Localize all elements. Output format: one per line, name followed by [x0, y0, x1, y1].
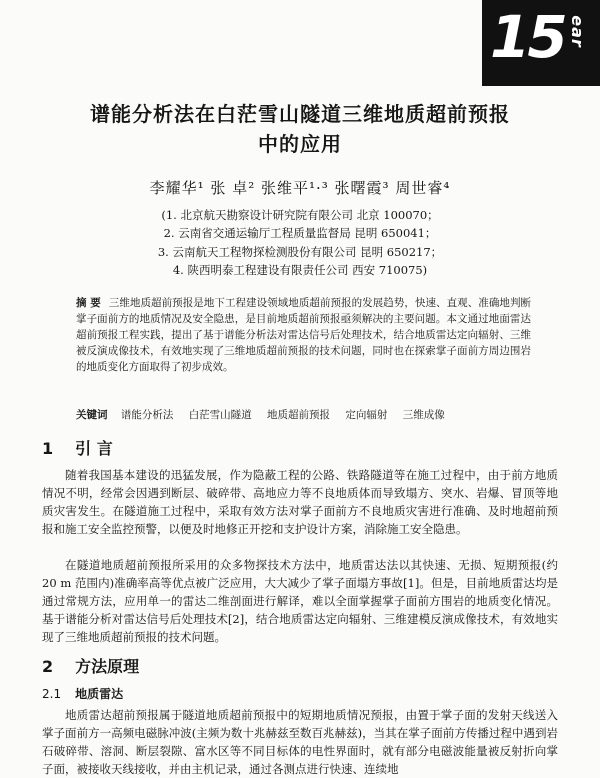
- section-number: 1: [42, 439, 54, 458]
- paragraph: 随着我国基本建设的迅猛发展，作为隐蔽工程的公路、铁路隧道等在施工过程中，由于前方地质情况不明，经常会因遇到断层、破碎带、高地应力等不良地质体而导致塌方、突水、岩爆、冒顶等地质灾害发生。在隧道施工过程中，采取有效方法对掌子面前方不良地质灾害进行准确、及时地超前预报和施工安全监控预警，以便及时地修正开挖和支护设计方案，消除施工安全隐患。: [42, 468, 558, 536]
- page-number: 15: [490, 3, 565, 71]
- badge-word: ear: [568, 15, 588, 48]
- page-number-badge: [482, 0, 600, 86]
- abstract-label: 摘 要: [76, 297, 101, 309]
- section-title: 引 言: [75, 439, 113, 458]
- affiliation-2: 2. 云南省交通运输厅工程质量监督局 昆明 650041；: [163, 226, 437, 240]
- paper-title-line-1: 谱能分析法在白茫雪山隧道三维地质超前预报: [90, 102, 510, 126]
- keywords-label: 关键词: [76, 409, 108, 421]
- keyword: 三维成像: [402, 409, 445, 421]
- section-number: 2: [42, 657, 54, 676]
- subsection-heading: [42, 685, 123, 702]
- subsection-number: 2.1: [42, 687, 62, 701]
- keyword: 定向辐射: [345, 409, 388, 421]
- keyword: 地质超前预报: [267, 409, 331, 421]
- keywords: [76, 407, 531, 423]
- affiliation-1: (1. 北京航天勘察设计研究院有限公司 北京 100070；: [161, 208, 439, 222]
- section-heading-introduction: [42, 436, 113, 459]
- author-list: 李耀华¹ 张 卓² 张维平¹·³ 张曙霞³ 周世睿⁴: [149, 179, 451, 197]
- section-title: 方法原理: [75, 657, 140, 676]
- keyword: 白茫雪山隧道: [188, 409, 252, 421]
- paragraph: 在隧道地质超前预报所采用的众多物探技术方法中，地质雷达法以其快速、无损、短期预报(约 20 m 范围内)准确率高等优点被广泛应用，大大减少了掌子面塌方事故[1]。但是，目前地质雷达均是通过常规方法，应用单一的雷达二维剖面进行解译，难以全面掌握掌子面前方围岩的地质变化情况。基于谱能分析对雷达信号后处理技术[2]，结合地质雷达定向辐射、三维建模反演成像技术，有效地实现了三维地质超前预报的技术问题。: [42, 558, 558, 644]
- section-heading-method: [42, 654, 139, 677]
- abstract-text: 三维地质超前预报是地下工程建设领域地质超前预报的发展趋势，快速、直观、准确地判断掌子面前方的地质情况及安全隐患，是目前地质超前预报亟须解决的主要问题。本文通过地面雷达超前预报工程实践，提出了基于谱能分析法对雷达信号后处理技术，结合地质雷达定向辐射、三维被反演成像技术，有效地实现了三维地质超前预报的技术问题，同时也在探索掌子面前方周边围岩的地质变化方面取得了初步成效。: [76, 297, 532, 373]
- paper-title-line-2: 中的应用: [258, 132, 342, 156]
- abstract: [76, 295, 531, 375]
- affiliation-3: 3. 云南航天工程物探检测股份有限公司 昆明 650217；: [157, 245, 443, 259]
- affiliation-4: 4. 陕西明泰工程建设有限责任公司 西安 710075): [172, 263, 428, 277]
- paragraph: 地质雷达超前预报属于隧道地质超前预报中的短期地质情况预报，由置于掌子面的发射天线送入掌子面前方一高频电磁脉冲波(主频为数十兆赫兹至数百兆赫兹)，当其在掌子面前方传播过程中遇到岩石破碎带、溶洞、断层裂隙、富水区等不同目标体的电性界面时，就有部分电磁波能量被反射折向掌子面，被接收天线接收，并由主机记录，通过各测点进行快速、连续地: [42, 708, 558, 776]
- subsection-title: 地质雷达: [75, 687, 124, 701]
- keyword: 谱能分析法: [120, 409, 174, 421]
